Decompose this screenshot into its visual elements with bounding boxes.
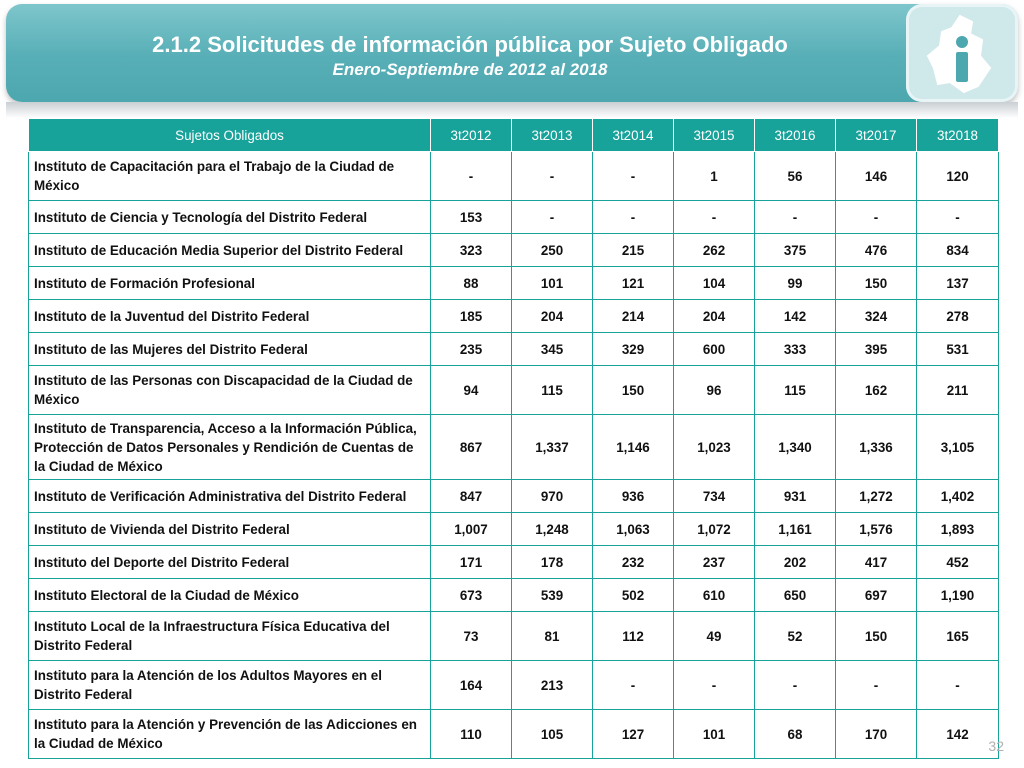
value-cell: 178 xyxy=(512,546,593,579)
value-cell: - xyxy=(593,201,674,234)
value-cell: 1,337 xyxy=(512,415,593,480)
page-subtitle: Enero-Septiembre de 2012 al 2018 xyxy=(332,60,608,79)
value-cell: 101 xyxy=(512,267,593,300)
value-cell: - xyxy=(593,152,674,201)
value-cell: 3,105 xyxy=(917,415,999,480)
value-cell: 146 xyxy=(836,152,917,201)
entity-name-cell: Instituto de Verificación Administrativa del Distrito Federal xyxy=(29,480,431,513)
column-header-year: 3t2013 xyxy=(512,119,593,152)
value-cell: - xyxy=(755,661,836,710)
value-cell: 1 xyxy=(674,152,755,201)
value-cell: 834 xyxy=(917,234,999,267)
column-header-entity: Sujetos Obligados xyxy=(29,119,431,152)
value-cell: 213 xyxy=(512,661,593,710)
value-cell: 1,272 xyxy=(836,480,917,513)
value-cell: 214 xyxy=(593,300,674,333)
table-row xyxy=(29,480,999,513)
value-cell: 262 xyxy=(674,234,755,267)
value-cell: 1,161 xyxy=(755,513,836,546)
entity-name-cell: Instituto para la Atención y Prevención de las Adicciones en la Ciudad de México xyxy=(29,710,431,759)
value-cell: 164 xyxy=(431,661,512,710)
value-cell: 142 xyxy=(917,710,999,759)
table-row xyxy=(29,710,999,759)
table-row xyxy=(29,579,999,612)
value-cell: 1,893 xyxy=(917,513,999,546)
table-row xyxy=(29,546,999,579)
value-cell: 56 xyxy=(755,152,836,201)
entity-name-cell: Instituto de Ciencia y Tecnología del Distrito Federal xyxy=(29,201,431,234)
value-cell: 96 xyxy=(674,366,755,415)
value-cell: 1,340 xyxy=(755,415,836,480)
value-cell: 115 xyxy=(512,366,593,415)
entity-name-cell: Instituto de las Mujeres del Distrito Federal xyxy=(29,333,431,366)
value-cell: 112 xyxy=(593,612,674,661)
banner-shadow xyxy=(6,102,1018,118)
value-cell: 162 xyxy=(836,366,917,415)
value-cell: - xyxy=(431,152,512,201)
value-cell: 417 xyxy=(836,546,917,579)
table-row xyxy=(29,267,999,300)
value-cell: 936 xyxy=(593,480,674,513)
value-cell: 81 xyxy=(512,612,593,661)
value-cell: 452 xyxy=(917,546,999,579)
value-cell: 734 xyxy=(674,480,755,513)
entity-name-cell: Instituto de la Juventud del Distrito Federal xyxy=(29,300,431,333)
value-cell: 142 xyxy=(755,300,836,333)
value-cell: 137 xyxy=(917,267,999,300)
value-cell: - xyxy=(755,201,836,234)
value-cell: 68 xyxy=(755,710,836,759)
table-header-row xyxy=(29,119,999,152)
value-cell: 250 xyxy=(512,234,593,267)
value-cell: 150 xyxy=(836,267,917,300)
value-cell: 232 xyxy=(593,546,674,579)
table-row xyxy=(29,513,999,546)
table-row xyxy=(29,415,999,480)
page-number: 32 xyxy=(988,738,1004,754)
page-title: 2.1.2 Solicitudes de información pública por Sujeto Obligado xyxy=(152,32,788,57)
value-cell: 1,072 xyxy=(674,513,755,546)
value-cell: 345 xyxy=(512,333,593,366)
value-cell: 88 xyxy=(431,267,512,300)
value-cell: 49 xyxy=(674,612,755,661)
value-cell: 650 xyxy=(755,579,836,612)
entity-name-cell: Instituto del Deporte del Distrito Federal xyxy=(29,546,431,579)
value-cell: - xyxy=(674,661,755,710)
value-cell: 847 xyxy=(431,480,512,513)
value-cell: 673 xyxy=(431,579,512,612)
value-cell: 970 xyxy=(512,480,593,513)
entity-name-cell: Instituto Local de la Infraestructura Física Educativa del Distrito Federal xyxy=(29,612,431,661)
entity-name-cell: Instituto de Vivienda del Distrito Federal xyxy=(29,513,431,546)
entity-name-cell: Instituto de Transparencia, Acceso a la Información Pública, Protección de Datos Personales y Rendición de Cuentas de la Ciudad de México xyxy=(29,415,431,480)
value-cell: 73 xyxy=(431,612,512,661)
table-row xyxy=(29,661,999,710)
value-cell: 127 xyxy=(593,710,674,759)
value-cell: 202 xyxy=(755,546,836,579)
entity-name-cell: Instituto Electoral de la Ciudad de México xyxy=(29,579,431,612)
value-cell: 105 xyxy=(512,710,593,759)
value-cell: - xyxy=(917,201,999,234)
value-cell: 204 xyxy=(674,300,755,333)
column-header-year: 3t2018 xyxy=(917,119,999,152)
value-cell: - xyxy=(512,201,593,234)
column-header-year: 3t2015 xyxy=(674,119,755,152)
entity-name-cell: Instituto de Educación Media Superior del Distrito Federal xyxy=(29,234,431,267)
value-cell: 121 xyxy=(593,267,674,300)
value-cell: 150 xyxy=(836,612,917,661)
value-cell: 1,248 xyxy=(512,513,593,546)
table-row xyxy=(29,300,999,333)
entity-name-cell: Instituto de las Personas con Discapacidad de la Ciudad de México xyxy=(29,366,431,415)
value-cell: 170 xyxy=(836,710,917,759)
value-cell: 110 xyxy=(431,710,512,759)
cdmx-map-info-icon xyxy=(920,12,1004,96)
column-header-year: 3t2017 xyxy=(836,119,917,152)
column-header-year: 3t2014 xyxy=(593,119,674,152)
value-cell: 104 xyxy=(674,267,755,300)
value-cell: 610 xyxy=(674,579,755,612)
value-cell: 1,063 xyxy=(593,513,674,546)
value-cell: 99 xyxy=(755,267,836,300)
value-cell: 1,023 xyxy=(674,415,755,480)
value-cell: 867 xyxy=(431,415,512,480)
value-cell: 324 xyxy=(836,300,917,333)
value-cell: 115 xyxy=(755,366,836,415)
value-cell: 185 xyxy=(431,300,512,333)
entity-name-cell: Instituto para la Atención de los Adultos Mayores en el Distrito Federal xyxy=(29,661,431,710)
value-cell: 215 xyxy=(593,234,674,267)
value-cell: - xyxy=(836,201,917,234)
value-cell: - xyxy=(917,661,999,710)
logo-letter: i xyxy=(961,81,963,83)
value-cell: - xyxy=(593,661,674,710)
table-row xyxy=(29,612,999,661)
column-header-year: 3t2012 xyxy=(431,119,512,152)
value-cell: 600 xyxy=(674,333,755,366)
value-cell: - xyxy=(512,152,593,201)
table-row xyxy=(29,366,999,415)
value-cell: 375 xyxy=(755,234,836,267)
entity-name-cell: Instituto de Capacitación para el Trabajo de la Ciudad de México xyxy=(29,152,431,201)
column-header-year: 3t2016 xyxy=(755,119,836,152)
value-cell: 1,146 xyxy=(593,415,674,480)
value-cell: 1,336 xyxy=(836,415,917,480)
value-cell: 52 xyxy=(755,612,836,661)
value-cell: 931 xyxy=(755,480,836,513)
value-cell: 1,007 xyxy=(431,513,512,546)
value-cell: 697 xyxy=(836,579,917,612)
value-cell: 94 xyxy=(431,366,512,415)
value-cell: 539 xyxy=(512,579,593,612)
value-cell: 171 xyxy=(431,546,512,579)
value-cell: - xyxy=(674,201,755,234)
value-cell: 329 xyxy=(593,333,674,366)
table-row xyxy=(29,152,999,201)
value-cell: 1,576 xyxy=(836,513,917,546)
logo xyxy=(906,4,1018,102)
value-cell: 531 xyxy=(917,333,999,366)
value-cell: 395 xyxy=(836,333,917,366)
value-cell: 120 xyxy=(917,152,999,201)
value-cell: 165 xyxy=(917,612,999,661)
value-cell: 278 xyxy=(917,300,999,333)
value-cell: 101 xyxy=(674,710,755,759)
value-cell: 153 xyxy=(431,201,512,234)
value-cell: 150 xyxy=(593,366,674,415)
table-row xyxy=(29,234,999,267)
value-cell: 333 xyxy=(755,333,836,366)
table-row xyxy=(29,333,999,366)
value-cell: 1,190 xyxy=(917,579,999,612)
value-cell: 476 xyxy=(836,234,917,267)
value-cell: - xyxy=(836,661,917,710)
value-cell: 235 xyxy=(431,333,512,366)
table-row xyxy=(29,201,999,234)
data-table xyxy=(28,118,999,759)
value-cell: 204 xyxy=(512,300,593,333)
value-cell: 1,402 xyxy=(917,480,999,513)
value-cell: 211 xyxy=(917,366,999,415)
value-cell: 237 xyxy=(674,546,755,579)
entity-name-cell: Instituto de Formación Profesional xyxy=(29,267,431,300)
value-cell: 323 xyxy=(431,234,512,267)
value-cell: 502 xyxy=(593,579,674,612)
